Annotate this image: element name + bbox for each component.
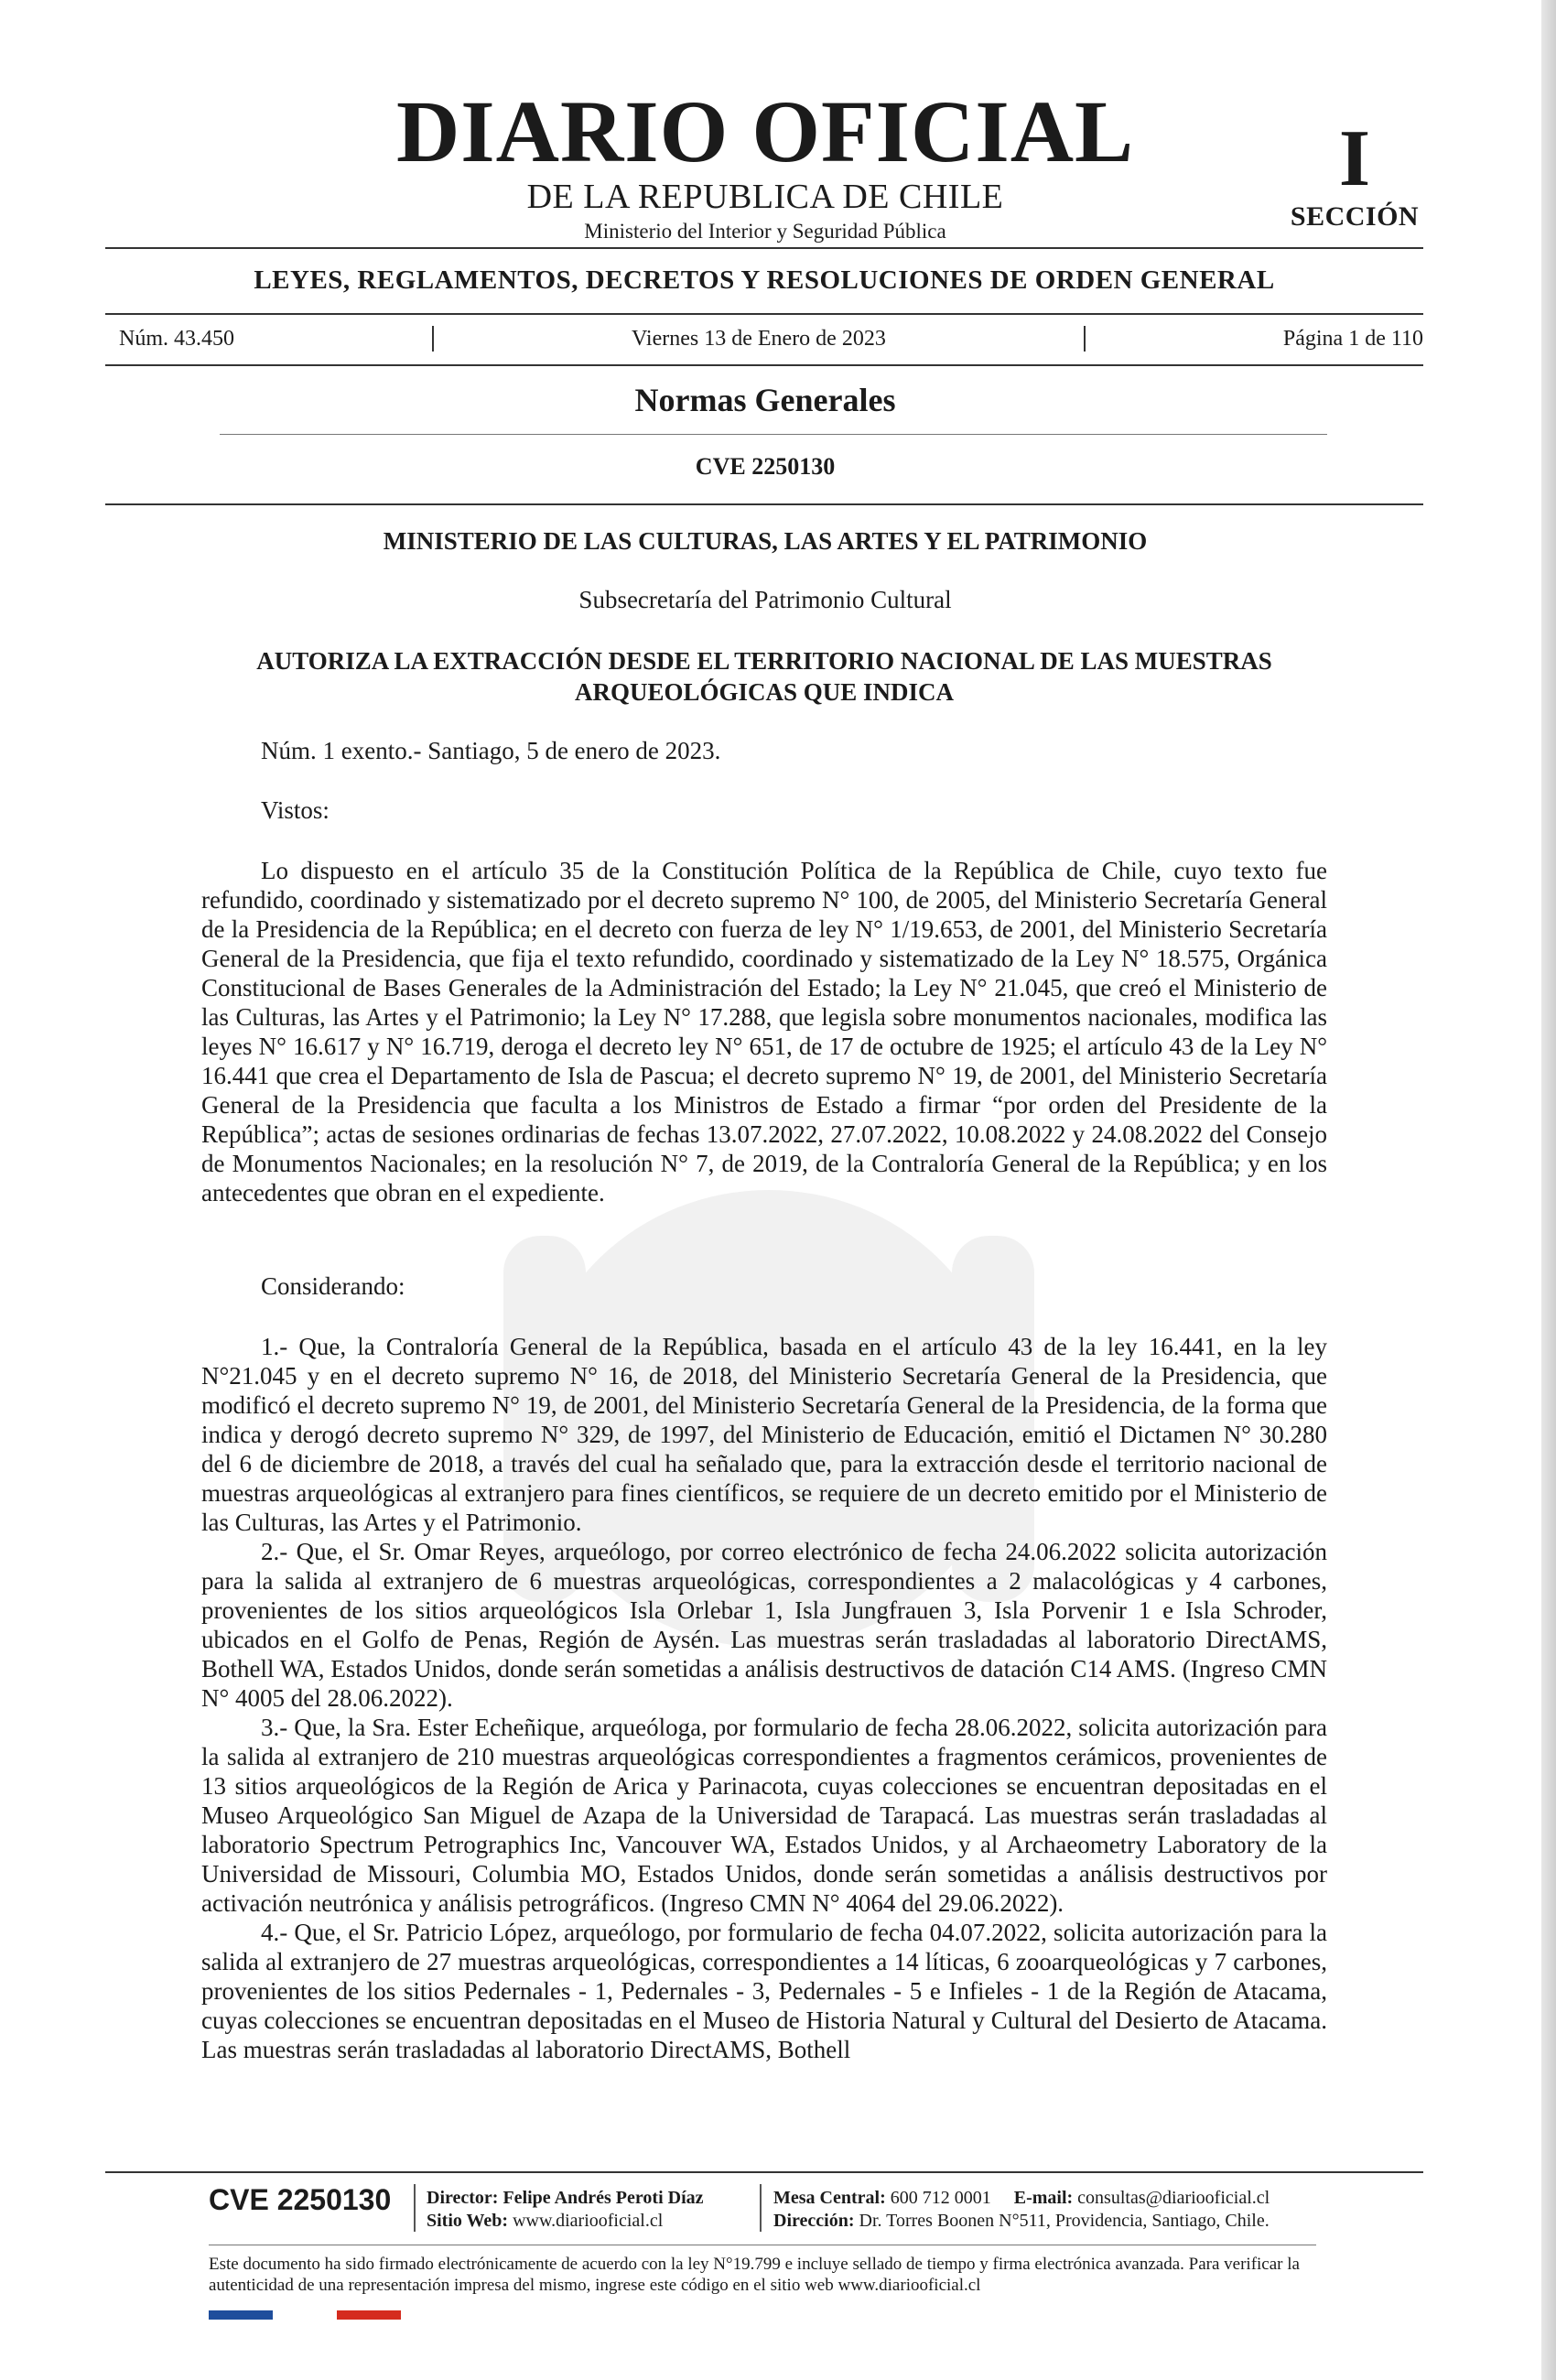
- decree-reference: Núm. 1 exento.- Santiago, 5 de enero de 2023.: [261, 737, 721, 764]
- email-link[interactable]: consultas@diariooficial.cl: [1077, 2188, 1270, 2208]
- info-separator: [1084, 326, 1086, 352]
- footer-separator: [414, 2184, 416, 2232]
- flag-red-segment: [337, 2310, 401, 2320]
- masthead-subtitle: DE LA REPUBLICA DE CHILE: [526, 178, 1004, 216]
- banner-rule: [105, 313, 1423, 315]
- chile-flag-stripe: [209, 2310, 401, 2320]
- masthead-title: DIARIO OFICIAL: [395, 82, 1135, 180]
- footer-rule: [105, 2171, 1423, 2173]
- web-label: Sitio Web:: [427, 2211, 509, 2231]
- page-edge: [1541, 0, 1556, 2380]
- web-link[interactable]: www.diariooficial.cl: [513, 2211, 664, 2231]
- considerando-item: 4.- Que, el Sr. Patricio López, arqueólogo, por formulario de fecha 04.07.2022, solicita autorización para la salida al extranjero de 27 muestras arqueológicas, correspondientes a 14 líticas, 6 zooarqueológicas y 7 carbones, provenientes de los sitios Pedernales - 1, Pedernales - 3, Pedernales - 5 e Infieles - 1 de la Región de Atacama, cuyas colecciones se encuentran depositadas en el Museo de Historia Natural y Cultural del Desierto de Atacama. Las muestras serán trasladadas al laboratorio DirectAMS, Bothell: [201, 1919, 1327, 2063]
- cve-code: CVE 2250130: [695, 453, 836, 480]
- mesa-value: 600 712 0001: [890, 2188, 991, 2208]
- section-rule: [220, 434, 1327, 435]
- info-rule: [105, 364, 1423, 366]
- info-separator: [432, 326, 434, 352]
- page-number: Página 1 de 110: [1282, 326, 1423, 351]
- document-title: AUTORIZA LA EXTRACCIÓN DESDE EL TERRITORIO NACIONAL DE LAS MUESTRAS ARQUEOLÓGICAS QUE INDICA: [256, 647, 1272, 706]
- footer-director-block: [427, 2187, 704, 2233]
- section-number: I: [1338, 114, 1371, 203]
- considerando-item: 3.- Que, la Sra. Ester Echeñique, arqueóloga, por formulario de fecha 28.06.2022, solicita autorización para la salida al extranjero de 210 muestras arqueológicas correspondientes a fragmentos cerámicos, provenientes de 13 sitios arqueológicos de la Región de Arica y Parinacota, cuyas colecciones se encuentran depositadas en el Museo Arqueológico San Miguel de Azapa de la Universidad de Tarapacá. Las muestras serán trasladadas al laboratorio Spectrum Petrographics Inc, Vancouver WA, Estados Unidos, y al Archaeometry Laboratory de la Universidad de Missouri, Columbia MO, Estados Unidos, donde serán sometidas a análisis destructivos por activación neutrónica y análisis petrográficos. (Ingreso CMN N° 4064 del 29.06.2022).: [201, 1714, 1327, 1917]
- info-bar: [119, 326, 1423, 352]
- vistos-text: Lo dispuesto en el artículo 35 de la Constitución Política de la República de Chile, cuyo texto fue refundido, coordinado y sistematizado por el decreto supremo N° 100, de 2005, del Ministerio Secretaría General de la Presidencia de la República; en el decreto con fuerza de ley N° 1/19.653, de 2001, del Ministerio Secretaría General de la Presidencia, que fija el texto refundido, coordinado y sistematizado de la Ley N° 18.575, Orgánica Constitucional de Bases Generales de la Administración del Estado; la Ley N° 21.045, que creó el Ministerio de las Culturas, las Artes y el Patrimonio; la Ley N° 17.288, que legisla sobre monumentos nacionales, modifica las leyes N° 16.617 y N° 16.719, deroga el decreto ley N° 651, de 17 de octubre de 1925; el artículo 43 de la Ley N° 16.441 que crea el Departamento de Isla de Pascua; el decreto supremo N° 19, de 2001, del Ministerio Secretaría General de la Presidencia que faculta a los Ministros de Estado a firmar “por orden del Presidente de la República”; actas de sesiones ordinarias de fechas 13.07.2022, 27.07.2022, 10.08.2022 y 24.08.2022 del Consejo de Monumentos Nacionales; en la resolución N° 7, de 2019, de la Contraloría General de la República; y en los antecedentes que obran en el expediente.: [201, 857, 1327, 1206]
- document-subsecretaria: Subsecretaría del Patrimonio Cultural: [578, 586, 952, 613]
- address-value: Dr. Torres Boonen N°511, Providencia, Santiago, Chile.: [859, 2211, 1270, 2231]
- top-rule: [105, 247, 1423, 249]
- considerando-item: 1.- Que, la Contraloría General de la República, basada en el artículo 43 de la ley 16.441, en la ley N°21.045 y en el decreto supremo N° 16, de 2018, del Ministerio Secretaría General de la Presidencia, que modificó el decreto supremo N° 19, de 2001, del Ministerio Secretaría General de la Presidencia, de la forma que indica y derogó decreto supremo N° 329, de 1997, del Ministerio de Educación, emitió el Dictamen N° 30.280 del 6 de diciembre de 2018, a través del cual ha señalado que, para la extracción desde el territorio nacional de muestras arqueológicas al extranjero para fines científicos, se requiere de un decreto emitido por el Ministerio de las Culturas, las Artes y el Patrimonio.: [201, 1333, 1327, 1536]
- vistos-paragraph: [201, 856, 1327, 1207]
- section-marker: [1281, 114, 1428, 233]
- footer-separator: [760, 2184, 762, 2232]
- document-ministry: MINISTERIO DE LAS CULTURAS, LAS ARTES Y EL PATRIMONIO: [383, 527, 1148, 555]
- banner: LEYES, REGLAMENTOS, DECRETOS Y RESOLUCIONES DE ORDEN GENERAL: [254, 265, 1275, 295]
- email-label: E-mail:: [1013, 2188, 1074, 2208]
- footer-contact-block: [773, 2187, 1270, 2233]
- legal-notice: Este documento ha sido firmado electrónicamente de acuerdo con la ley N°19.799 e incluye sellado de tiempo y firma electrónica avanzada. Para verificar la autenticidad de una representación impresa del mismo, ingrese este código en el sitio web www.diariooficial.cl: [209, 2255, 1300, 2295]
- considerandos: [201, 1332, 1327, 2064]
- director-label: Director:: [427, 2188, 499, 2208]
- mesa-label: Mesa Central:: [773, 2188, 886, 2208]
- vistos-heading: Vistos:: [261, 796, 330, 824]
- considerando-heading: Considerando:: [261, 1272, 405, 1300]
- considerando-item: 2.- Que, el Sr. Omar Reyes, arqueólogo, por correo electrónico de fecha 24.06.2022 solicita autorización para la salida al extranjero de 6 muestras arqueológicas, correspondientes a 2 malacológicas y 4 carbones, provenientes de los sitios arqueológicos Isla Orlebar 1, Isla Jungfrauen 3, Isla Porvenir 1 e Isla Schroder, ubicados en el Golfo de Penas, Región de Aysén. Las muestras serán trasladadas al laboratorio DirectAMS, Bothell WA, Estados Unidos, donde serán sometidas a análisis destructivos de datación C14 AMS. (Ingreso CMN N° 4005 del 28.06.2022).: [201, 1538, 1327, 1712]
- flag-white-segment: [273, 2310, 337, 2320]
- section-label: SECCIÓN: [1290, 201, 1420, 232]
- address-label: Dirección:: [773, 2211, 855, 2231]
- cve-rule: [105, 503, 1423, 505]
- flag-blue-segment: [209, 2310, 273, 2320]
- masthead-ministry: Ministerio del Interior y Seguridad Pública: [584, 220, 946, 243]
- section-title: Normas Generales: [634, 382, 896, 418]
- issue-number: Núm. 43.450: [119, 326, 234, 351]
- director-name: Felipe Andrés Peroti Díaz: [502, 2188, 704, 2208]
- footer-cve: CVE 2250130: [209, 2183, 392, 2216]
- issue-date: Viernes 13 de Enero de 2023: [632, 326, 886, 351]
